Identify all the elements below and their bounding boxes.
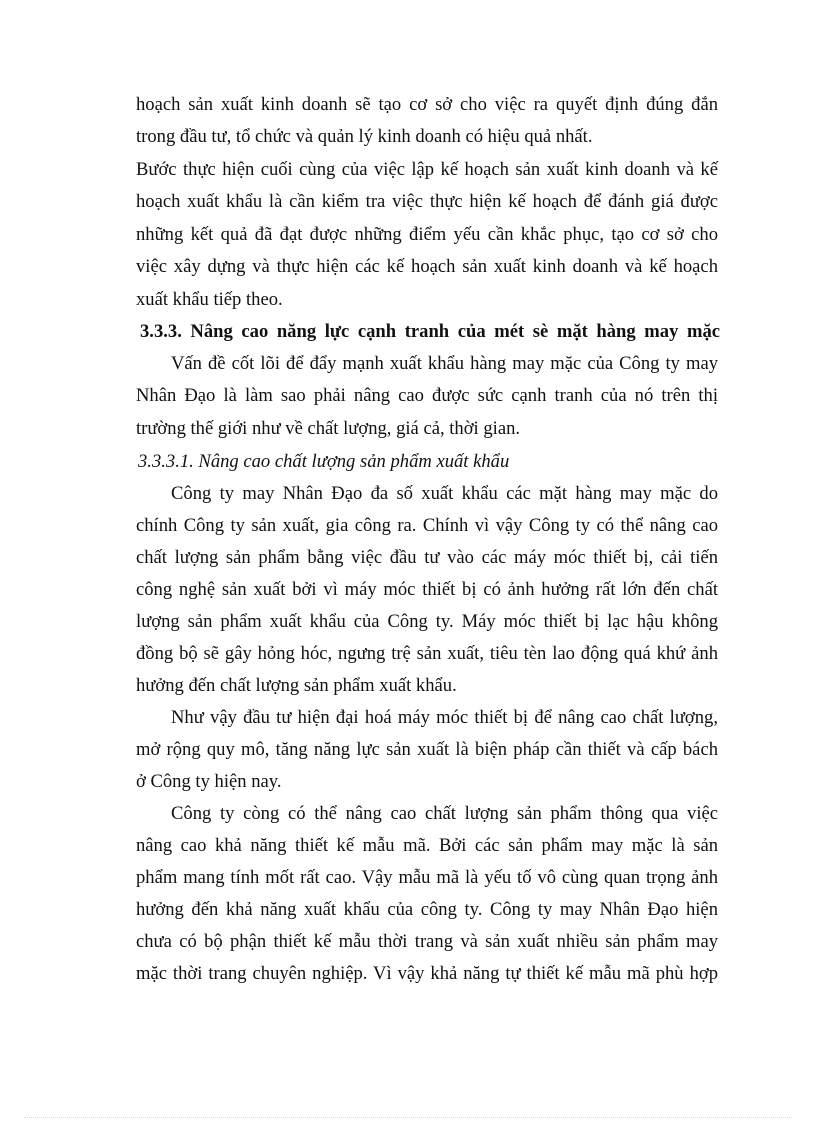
body-text-line: Vấn đề cốt lõi để đẩy mạnh xuất khẩu hàng may mặc của Công ty may bbox=[171, 353, 718, 374]
body-text-line: ở Công ty hiện nay. bbox=[136, 771, 282, 792]
body-text-line: chất lượng sản phẩm bằng việc đầu tư vào các máy móc thiết bị, cải tiến bbox=[136, 547, 718, 568]
body-text-line: Công ty còng có thể nâng cao chất lượng sản phẩm thông qua việc bbox=[171, 803, 718, 824]
body-text-line: mặc thời trang chuyên nghiệp. Vì vậy khả năng tự thiết kế mẫu mã phù hợp bbox=[136, 963, 718, 984]
body-text-line: hoạch xuất khẩu là cần kiểm tra việc thực hiện kế hoạch để đánh giá được bbox=[136, 191, 718, 212]
body-text-line: xuất khẩu tiếp theo. bbox=[136, 289, 283, 310]
subsection-heading: 3.3.3.1. Nâng cao chất lượng sản phẩm xuất khẩu bbox=[138, 451, 510, 472]
body-text-line: Bước thực hiện cuối cùng của việc lập kế hoạch sản xuất kinh doanh và kế bbox=[136, 159, 718, 180]
body-text-line: mở rộng quy mô, tăng năng lực sản xuất là biện pháp cần thiết và cấp bách bbox=[136, 739, 718, 760]
body-text-line: việc xây dựng và thực hiện các kế hoạch sản xuất kinh doanh và kế hoạch bbox=[136, 256, 718, 277]
body-text-line: hưởng đến khả năng xuất khẩu của công ty. Công ty may Nhân Đạo hiện bbox=[136, 899, 718, 920]
body-text-line: những kết quả đã đạt được những điểm yếu cần khắc phục, tạo cơ sở cho bbox=[136, 224, 718, 245]
body-text-line: chính Công ty sản xuất, gia công ra. Chính vì vậy Công ty có thể nâng cao bbox=[136, 515, 718, 536]
body-text-line: chưa có bộ phận thiết kế mẫu thời trang và sản xuất nhiều sản phẩm may bbox=[136, 931, 718, 952]
body-text-line: Như vậy đầu tư hiện đại hoá máy móc thiết bị để nâng cao chất lượng, bbox=[171, 707, 718, 728]
body-text-line: công nghệ sản xuất bởi vì máy móc thiết bị có ảnh hưởng rất lớn đến chất bbox=[136, 579, 718, 600]
body-text-line: trong đầu tư, tổ chức và quản lý kinh doanh có hiệu quả nhất. bbox=[136, 126, 593, 147]
body-text-line: phẩm mang tính mốt rất cao. Vậy mẫu mã là yếu tố vô cùng quan trọng ảnh bbox=[136, 867, 718, 888]
body-text-line: Công ty may Nhân Đạo đa số xuất khẩu các mặt hàng may mặc do bbox=[171, 483, 718, 504]
body-text-line: lượng sản phẩm xuất khẩu của Công ty. Máy móc thiết bị lạc hậu không bbox=[136, 611, 718, 632]
body-text-line: nâng cao khả năng thiết kế mẫu mã. Bởi các sản phẩm may mặc là sản bbox=[136, 835, 718, 856]
body-text-line: đồng bộ sẽ gây hỏng hóc, ngưng trệ sản xuất, tiêu tèn lao động quá khứ ảnh bbox=[136, 643, 718, 664]
body-text-line: Nhân Đạo là làm sao phải nâng cao được sức cạnh tranh của nó trên thị bbox=[136, 385, 718, 406]
section-heading: 3.3.3. Nâng cao năng lực cạnh tranh của mét sè mặt hàng may mặc bbox=[140, 321, 720, 342]
page-bottom-divider bbox=[24, 1117, 792, 1118]
body-text-line: hoạch sản xuất kinh doanh sẽ tạo cơ sở cho việc ra quyết định đúng đắn bbox=[136, 94, 718, 115]
body-text-line: trường thế giới như về chất lượng, giá cả, thời gian. bbox=[136, 418, 521, 439]
body-text-line: hưởng đến chất lượng sản phẩm xuất khẩu. bbox=[136, 675, 457, 696]
